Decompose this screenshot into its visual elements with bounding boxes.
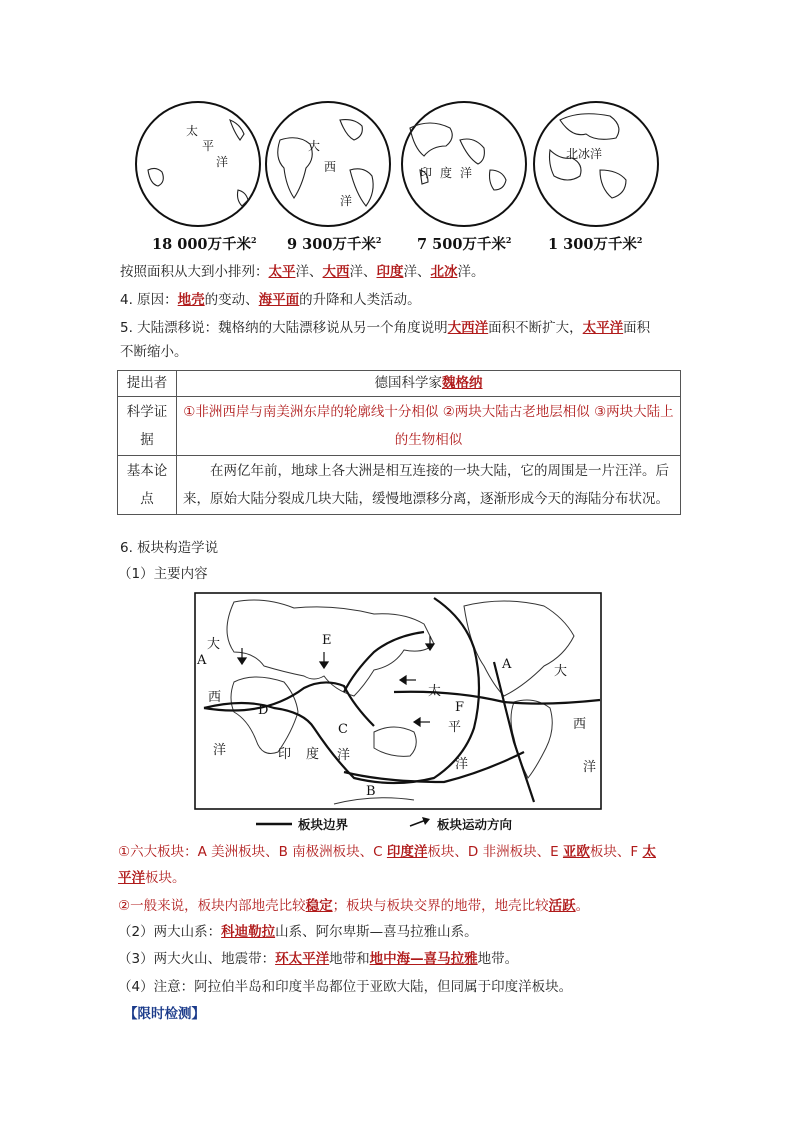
legend-boundary: 板块边界 [298,817,349,832]
ranking-line [120,262,485,282]
plates-eurasian: 亚欧 [562,844,590,860]
item-2-mountains [118,922,478,942]
item-4-a: 4. 原因： [120,292,178,308]
rank-atlantic: 大西 [322,264,350,280]
area-atlantic-value: 9 300万千米 [287,236,376,253]
item-2-cordillera: 科迪勒拉 [221,924,276,940]
map-label-pacific-1: 太 [428,684,442,699]
globe-indian-label-1: 印 [420,166,433,180]
item-6-1: （1）主要内容 [118,566,208,582]
area-pacific-value: 18 000万千米 [152,236,251,253]
map-label-plate-b: B [366,784,376,799]
map-label-plate-d: D [258,703,269,718]
item-5-a: 5. 大陆漂移说：魏格纳的大陆漂移说从另一个角度说明 [120,320,448,336]
area-arctic-value: 1 300万千米 [548,236,637,253]
rank-suffix: 洋。 [457,264,485,280]
table-argument: 在两亿年前，地球上各大洲是相互连接的一块大陆，它的周围是一片汪洋。后来，原始大陆分裂成几块大陆，缓慢地漂移分离，逐渐形成今天的海陆分布状况。 [177,456,681,515]
legend-arrow-icon [408,816,432,830]
stable-e: 。 [575,898,590,914]
stability-line [118,896,589,916]
item-4-crust: 地壳 [177,292,205,308]
map-label-pacific-3: 洋 [455,757,469,772]
map-label-indian-2: 度 [306,747,320,762]
legend-line-icon [256,820,292,828]
rank-sep: 洋、 [349,264,377,280]
globe-atlantic-label-2: 西 [324,160,337,174]
item-4 [120,290,421,310]
stable-c: ；板块与板块交界的地带，地壳比较 [332,898,549,914]
map-label-atlantic-4: 大 [554,664,568,679]
plate-map [194,592,602,810]
area-indian [417,233,511,254]
item-4-c: 的变动、 [204,292,259,308]
item-3-belts [118,949,518,969]
plates-h: 板块。 [145,870,186,886]
plates-line [118,842,656,862]
rank-indian: 印度 [376,264,404,280]
section-check: 【限时检测】 [124,1006,205,1022]
map-label-plate-a-west: A [197,653,207,668]
map-label-plate-c: C [338,722,348,737]
item-5-cont: 不断缩小。 [120,344,188,360]
table-proposer-name: 魏格纳 [442,375,483,391]
item-6: 6. 板块构造学说 [120,540,219,556]
stable-stable: 稳定 [305,898,333,914]
item-3-mediterranean: 地中海—喜马拉雅 [369,951,478,967]
item-5-atlantic: 大西洋 [447,320,489,336]
globe-pacific-label-2: 平 [202,139,215,153]
plates-pacific-2: 平洋 [118,870,145,886]
legend-direction: 板块运动方向 [437,817,513,832]
area-indian-value: 7 500万千米 [417,236,506,253]
globe-indian-label-3: 洋 [460,166,473,180]
area-arctic [548,233,642,254]
ranking-prefix: 按照面积从大到小排列： [120,264,269,280]
item-3-c: 地带和 [329,951,370,967]
plates-c: 板块、D 非洲板块、E [427,844,563,860]
globe-atlantic-label-1: 大 [308,139,321,153]
table-row [118,371,681,397]
table-head-argument: 基本论点 [118,456,177,515]
table-proposer-prefix: 德国科学家 [374,375,442,391]
item-5-c: 面积不断扩大， [488,320,583,336]
rank-sep: 洋、 [295,264,323,280]
map-label-plate-a-east: A [502,657,512,672]
map-label-pacific-2: 平 [448,720,462,735]
item-2-a: （2）两大山系： [118,924,222,940]
map-label-atlantic-2: 西 [208,690,222,705]
rank-arctic: 北冰 [430,264,458,280]
plates-line-cont [118,868,186,888]
wegener-table [117,370,681,515]
map-label-plate-e: E [322,633,332,648]
table-head-evidence: 科学证据 [118,397,177,456]
item-3-a: （3）两大火山、地震带： [118,951,276,967]
globe-pacific [136,102,260,226]
item-4-sealevel: 海平面 [258,292,300,308]
globe-pacific-label-3: 洋 [216,155,229,169]
plates-e: 板块、F [589,844,643,860]
item-5-e: 面积 [623,320,651,336]
map-label-atlantic-6: 洋 [583,760,597,775]
map-label-atlantic-3: 洋 [213,743,227,758]
item-3-e: 地带。 [477,951,519,967]
plates-indian: 印度洋 [386,844,428,860]
stable-a: ②一般来说，板块内部地壳比较 [118,898,306,914]
table-head-proposer: 提出者 [118,371,177,397]
item-5-pacific: 太平洋 [582,320,624,336]
globe-indian-label-2: 度 [440,166,453,180]
area-atlantic-sup: 2 [375,235,382,245]
rank-pacific: 太平 [268,264,296,280]
area-arctic-sup: 2 [636,235,643,245]
area-atlantic [287,233,381,254]
table-row [118,397,681,456]
item-2-c: 山系、阿尔卑斯—喜马拉雅山系。 [275,924,478,940]
map-label-indian-1: 印 [278,747,292,762]
globe-arctic-label: 北冰洋 [566,147,603,161]
ocean-globes [130,100,670,230]
globe-pacific-label-1: 太 [186,124,199,138]
map-label-atlantic-5: 西 [573,717,587,732]
table-evidence: ①非洲西岸与南美洲东岸的轮廓线十分相似 ②两块大陆古老地层相似 ③两块大陆上的生物相似 [177,397,681,456]
item-3-circum-pacific: 环太平洋 [275,951,330,967]
globe-arctic [534,102,658,226]
map-label-indian-3: 洋 [337,748,351,763]
area-pacific-sup: 2 [251,235,257,245]
plates-a: ①六大板块：A 美洲板块、B 南极洲板块、C [118,844,387,860]
map-label-atlantic-1: 大 [207,637,221,652]
rank-sep: 洋、 [403,264,431,280]
area-indian-sup: 2 [505,235,512,245]
table-row [118,456,681,515]
item-5 [120,318,650,338]
map-label-plate-f: F [455,700,465,715]
item-4-note: （4）注意：阿拉伯半岛和印度半岛都位于亚欧大陆，但同属于印度洋板块。 [118,979,573,995]
table-proposer [177,371,681,397]
globe-atlantic-label-3: 洋 [340,194,353,208]
area-pacific [152,233,257,254]
plates-pacific-1: 太 [642,844,656,860]
item-4-e: 的升降和人类活动。 [299,292,421,308]
stable-active: 活跃 [548,898,576,914]
